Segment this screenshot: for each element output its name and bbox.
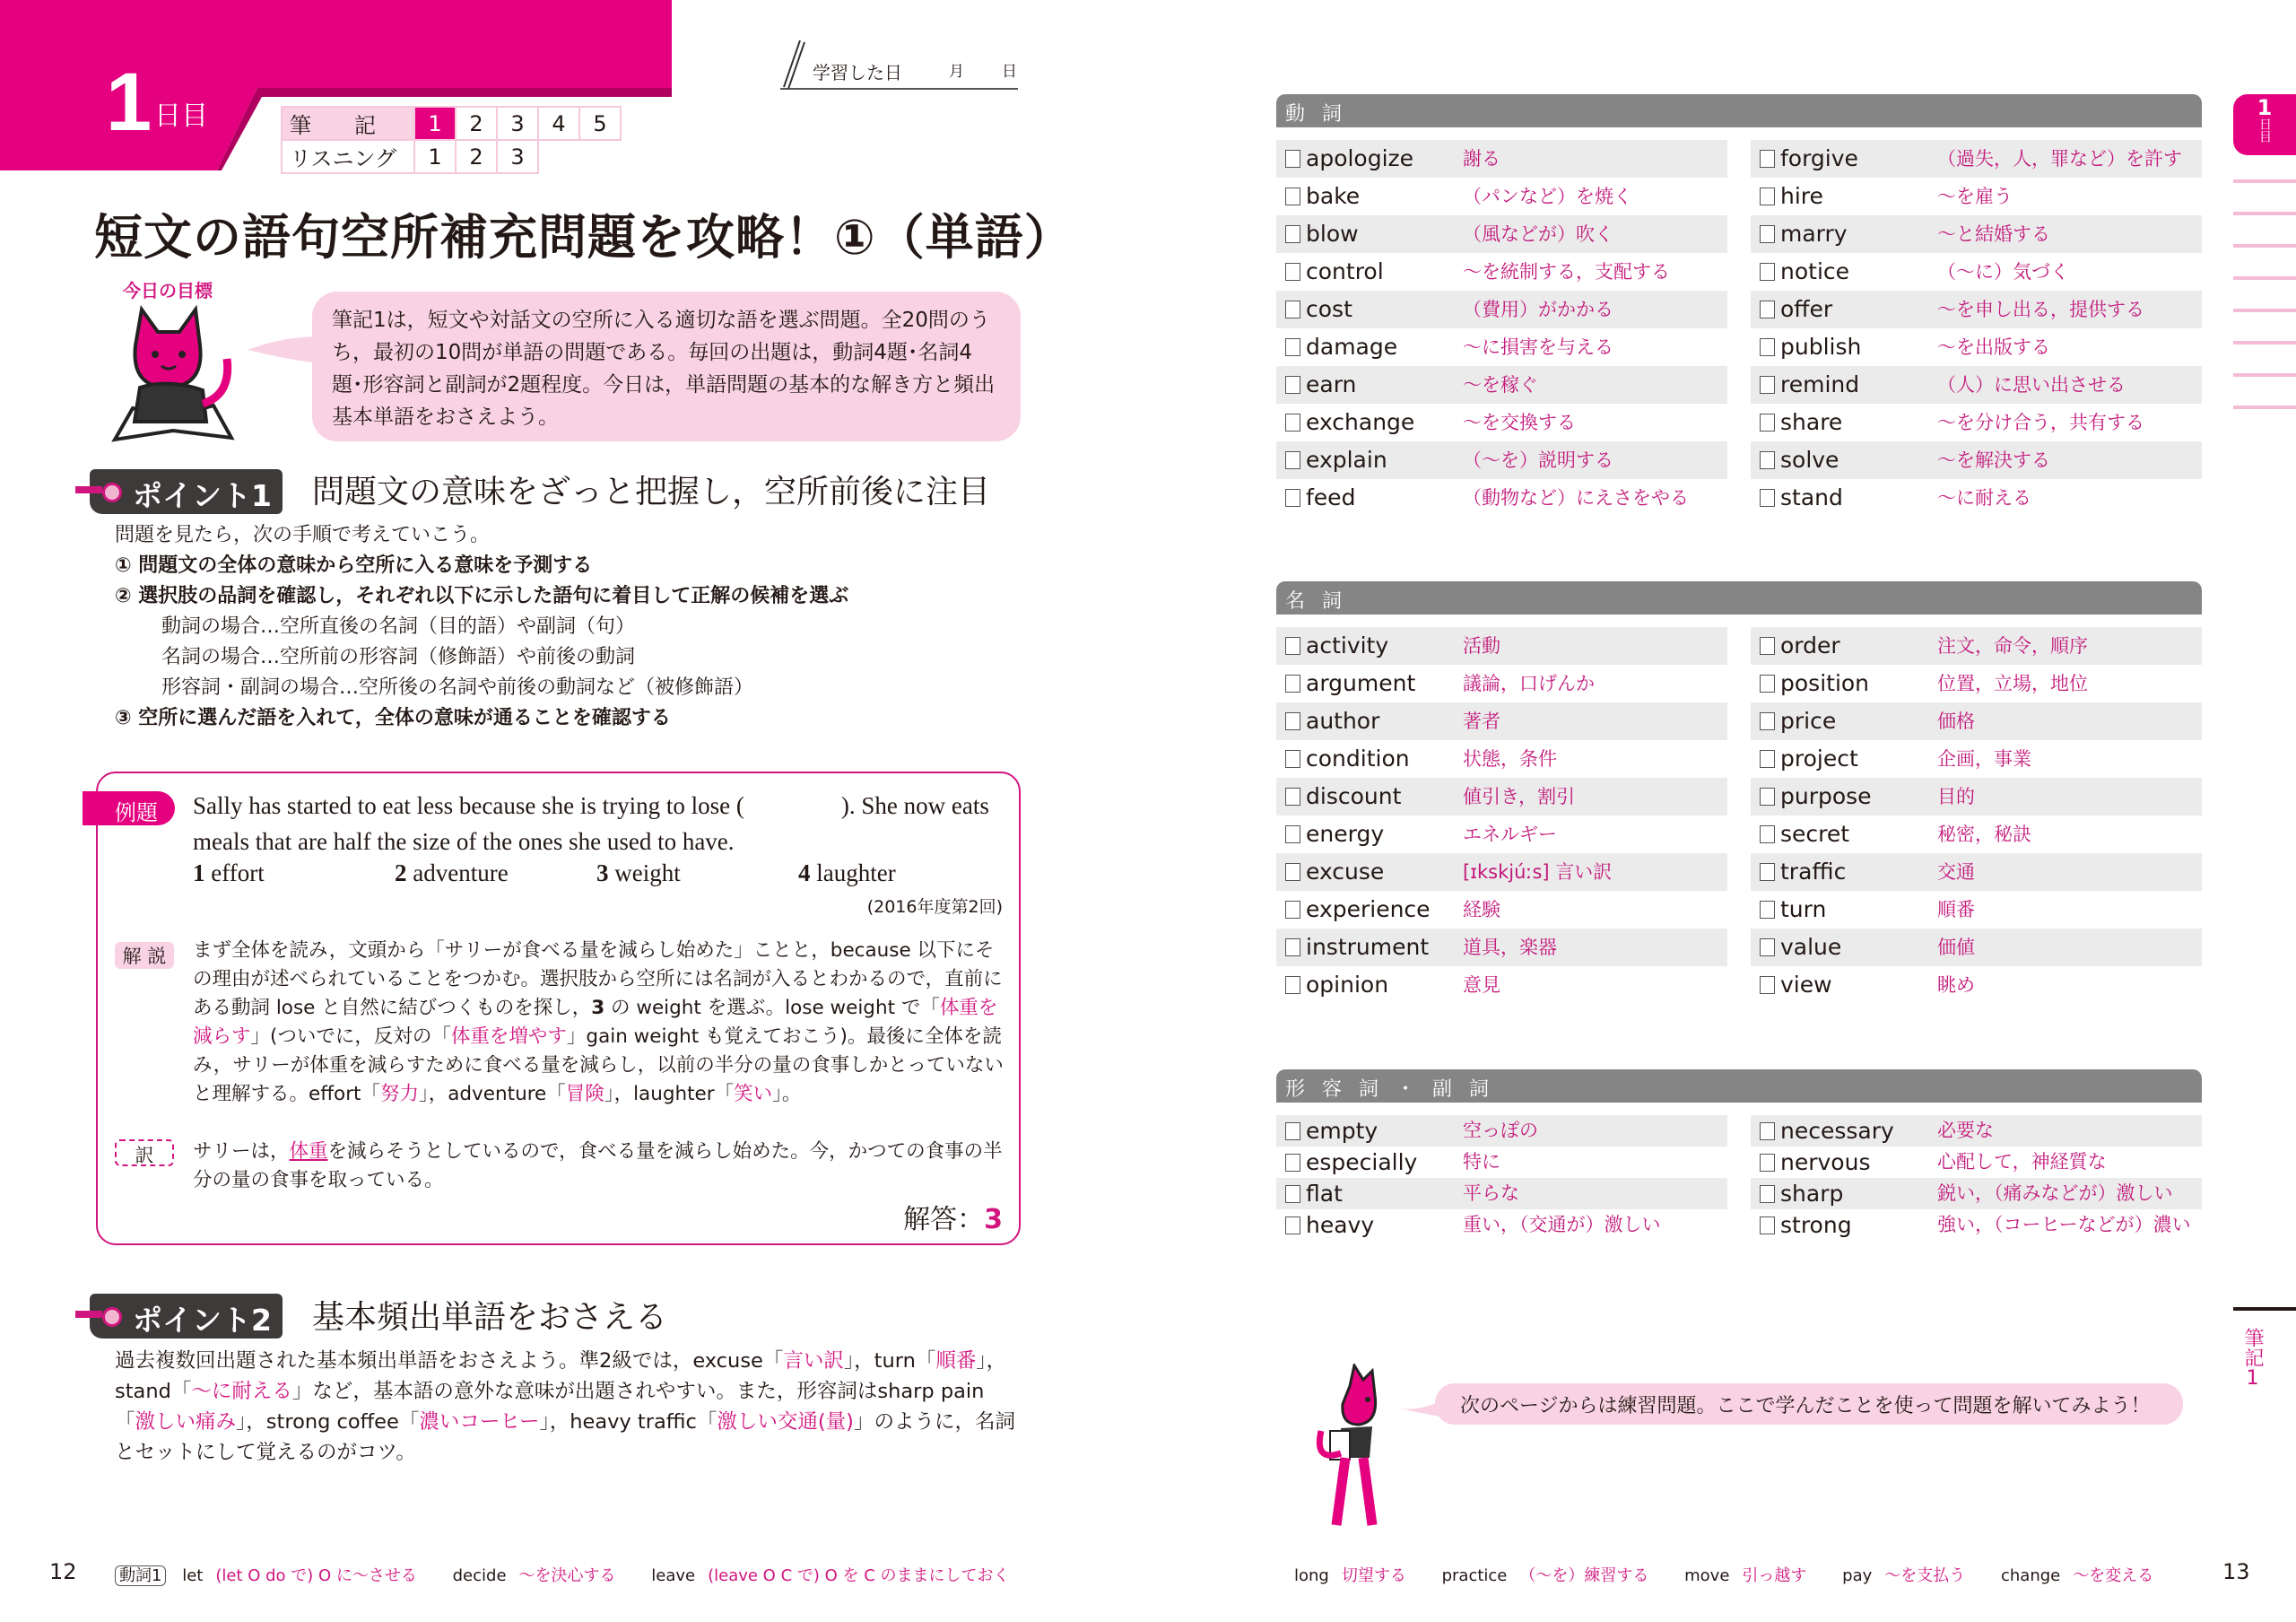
vocab-word: remind (1780, 371, 1860, 397)
highlighted-meaning: 体重を減らす (193, 997, 998, 1048)
vocab-row (1276, 966, 1727, 1004)
side-tab-divider (2233, 309, 2296, 312)
option: 1 effort (193, 859, 265, 886)
vocab-meaning: ～を出版する (1937, 336, 2050, 358)
vocab-meaning: 道具，楽器 (1463, 937, 1557, 958)
vocab-meaning: 目的 (1937, 786, 1975, 807)
text-segment: 」，laughter「 (604, 1083, 735, 1105)
checkbox[interactable] (1760, 976, 1775, 994)
text-segment: 」など，基本語の意外な意味が出題されやすい。また，形容詞はsharp pain「 (115, 1380, 985, 1434)
vocab-word: empty (1306, 1118, 1378, 1144)
vocab-meaning: 鋭い，（痛みなどが）激しい (1937, 1182, 2173, 1204)
closing-bubble: 次のページからは練習問題。ここで学んだことを使って問題を解いてみよう！ (1435, 1383, 2183, 1425)
checkbox[interactable] (1285, 1122, 1300, 1140)
point2-body (115, 1346, 1021, 1468)
vocab-word: argument (1306, 670, 1416, 696)
vocab-meaning: 企画，事業 (1937, 748, 2031, 770)
vocab-row (1276, 215, 1727, 253)
checkbox[interactable] (1760, 788, 1775, 806)
vocab-word: position (1780, 670, 1870, 696)
progress-row-listening (282, 140, 621, 173)
text-segment: 」，stand「 (115, 1349, 1007, 1403)
vocab-word: flat (1306, 1181, 1343, 1207)
vocab-word: exchange (1306, 409, 1415, 435)
vocab-meaning: 秘密，秘訣 (1937, 824, 2031, 845)
vocab-word: damage (1306, 334, 1398, 360)
side-section-label: 筆記1 (2241, 1328, 2264, 1390)
studied-day: 日 (1002, 63, 1017, 81)
checkbox[interactable] (1760, 263, 1775, 281)
vocab-meaning: ～を申し出る，提供する (1937, 299, 2144, 320)
vocab-word: discount (1306, 783, 1402, 809)
vocab-word: cost (1306, 296, 1352, 322)
vocab-row (1751, 404, 2202, 441)
vocab-word: hire (1780, 183, 1823, 209)
vocab-word: share (1780, 409, 1843, 435)
example-options (193, 859, 1000, 887)
checkbox[interactable] (1285, 263, 1300, 281)
point1-body (115, 520, 1021, 734)
cat-reading-illustration (106, 305, 249, 449)
vocab-row (1276, 929, 1727, 966)
checkbox[interactable] (1760, 1154, 1775, 1172)
vocab-row (1276, 178, 1727, 215)
vocab-meaning: 状態，条件 (1463, 748, 1557, 770)
vocab-word: especially (1306, 1149, 1418, 1175)
vocab-word: bake (1306, 183, 1361, 209)
text-segment: 」のように，名詞とセットにして覚えるのがコツ。 (115, 1410, 1015, 1464)
vocab-row (1276, 328, 1727, 366)
vocab-meaning: 価値 (1937, 937, 1975, 958)
answer-value: 3 (984, 1204, 1003, 1235)
side-tab-divider (2233, 406, 2296, 409)
checkbox[interactable] (1285, 788, 1300, 806)
vocab-row (1751, 253, 2202, 291)
vocab-row (1751, 778, 2202, 815)
checkbox[interactable] (1285, 750, 1300, 768)
checkbox[interactable] (1285, 301, 1300, 318)
vocab-meaning: ～を交換する (1463, 412, 1576, 433)
checkbox[interactable] (1285, 675, 1300, 693)
side-tab-divider (2233, 341, 2296, 344)
vocab-meaning: ～を雇う (1937, 186, 2013, 207)
checkbox[interactable] (1760, 489, 1775, 507)
text-segment: サリーは， (193, 1140, 290, 1163)
vocab-row (1751, 891, 2202, 929)
example-tag: 例題 (83, 791, 175, 825)
checkbox[interactable] (1285, 376, 1300, 394)
progress-item: 3 (497, 140, 538, 173)
footer-badge: 動詞1 (115, 1565, 166, 1586)
studied-date (780, 49, 1018, 90)
vocab-meaning: 経験 (1463, 899, 1500, 920)
checkbox[interactable] (1760, 938, 1775, 956)
checkbox[interactable] (1285, 338, 1300, 356)
side-tab-divider (2233, 373, 2296, 377)
vocab-word: experience (1306, 896, 1431, 922)
text-segment: 」，heavy traffic「 (539, 1410, 718, 1434)
vocab-row (1276, 853, 1727, 891)
highlighted-meaning: 努力 (379, 1083, 419, 1105)
checkbox[interactable] (1285, 150, 1300, 168)
vocab-meaning: （過失，人，罪など）を許す (1937, 148, 2182, 170)
text-segment: 3 (591, 997, 605, 1019)
text-segment: 」，strong coffee「 (236, 1410, 420, 1434)
vocab-row (1276, 479, 1727, 517)
vocab-word: opinion (1306, 972, 1389, 998)
point1-step: ① 問題文の全体の意味から空所に入る意味を予測する (115, 554, 593, 577)
vocab-word: secret (1780, 821, 1850, 847)
side-tab-day: 1 日目 (2233, 94, 2296, 155)
vocab-word: earn (1306, 371, 1357, 397)
vocab-meaning: 意見 (1463, 974, 1500, 996)
explanation-badge: 解 説 (115, 942, 174, 969)
text-segment: 体重 (289, 1140, 328, 1163)
vocab-meaning: 必要な (1937, 1120, 1994, 1141)
vocab-row (1751, 665, 2202, 702)
vocab-row (1751, 215, 2202, 253)
vocab-word: forgive (1780, 145, 1858, 171)
day-label: 日目 (154, 100, 208, 132)
vocab-word: nervous (1780, 1149, 1871, 1175)
vocab-meaning: 平らな (1463, 1182, 1519, 1204)
vocab-meaning: ～を稼ぐ (1463, 374, 1538, 396)
vocab-row (1751, 1209, 2202, 1241)
cat-walking-illustration (1314, 1364, 1395, 1539)
checkbox[interactable] (1760, 825, 1775, 843)
point1-step: ② 選択肢の品詞を確認し，それぞれ以下に示した語句に着目して正解の候補を選ぶ (115, 585, 849, 607)
vocab-word: offer (1780, 296, 1833, 322)
vocab-word: order (1780, 632, 1840, 658)
bubble-tail (248, 332, 319, 368)
footer-left: 動詞1 let (let O do で) O に～させる decide ～を決心する leave (leave O C で) O を C のままにしておく (115, 1563, 1010, 1586)
vocab-word: turn (1780, 896, 1827, 922)
point1-subline: 名詞の場合…空所前の形容詞（修飾語）や前後の動詞 (161, 646, 636, 668)
checkbox[interactable] (1285, 414, 1300, 432)
vocab-word: control (1306, 258, 1384, 284)
checkbox[interactable] (1285, 901, 1300, 919)
option: 4 laughter (798, 859, 896, 886)
progress-item: 2 (456, 107, 497, 140)
vocab-row (1751, 366, 2202, 404)
side-tab-divider (2233, 244, 2296, 248)
vocab-word: activity (1306, 632, 1389, 658)
vocab-row (1751, 740, 2202, 778)
progress-item-current: 1 (414, 107, 456, 140)
checkbox[interactable] (1760, 675, 1775, 693)
example-source: (2016年度第2回) (866, 897, 1003, 917)
vocab-word: traffic (1780, 859, 1847, 885)
highlighted-meaning: ～に耐える (191, 1380, 292, 1403)
footer-right: long 切望する practice （～を）練習する move 引っ越す pay ～を支払う change ～を変える (1294, 1566, 2154, 1585)
vocab-word: apologize (1306, 145, 1414, 171)
vocab-meaning: ～に損害を与える (1463, 336, 1613, 358)
checkbox[interactable] (1760, 750, 1775, 768)
pencil-icon (780, 39, 805, 91)
vocab-row (1276, 140, 1727, 178)
vocab-meaning: （～を）説明する (1463, 449, 1613, 471)
checkbox[interactable] (1760, 451, 1775, 469)
studied-label: 学習した日 (813, 62, 902, 83)
vocab-meaning: ～を統制する，支配する (1463, 261, 1670, 283)
vocab-row (1276, 404, 1727, 441)
text-segment: 過去複数回出題された基本頻出単語をおさえよう。準2級では，excuse「 (115, 1349, 784, 1373)
vocab-meaning: 位置，立場，地位 (1937, 673, 2088, 694)
vocab-row (1276, 441, 1727, 479)
example-sentence: Sally has started to eat less because she is trying to lose ( ). She now eats meals that are half the size of the ones she used to have. (193, 792, 989, 855)
vocab-meaning: 眺め (1937, 974, 1975, 996)
vocab-word: heavy (1306, 1212, 1375, 1238)
section-header: 動 詞 (1276, 94, 2202, 127)
vocab-row (1751, 853, 2202, 891)
text-segment: 」。 (772, 1083, 802, 1105)
vocab-meaning: 議論，口げんか (1463, 673, 1595, 694)
text-segment: 」，adventure「 (418, 1083, 566, 1105)
vocab-word: notice (1780, 258, 1850, 284)
vocab-meaning: 活動 (1463, 635, 1500, 657)
vocab-row (1751, 1147, 2202, 1178)
vocab-row (1276, 1147, 1727, 1178)
highlighted-meaning: 激しい交通(量) (717, 1410, 854, 1434)
vocab-meaning: ～を分け合う，共有する (1937, 412, 2144, 433)
checkbox[interactable] (1285, 637, 1300, 655)
checkbox[interactable] (1760, 637, 1775, 655)
explanation-text (193, 937, 1004, 1109)
vocab-word: explain (1306, 447, 1387, 473)
vocab-word: view (1780, 972, 1832, 998)
checkbox[interactable] (1760, 376, 1775, 394)
vocab-word: strong (1780, 1212, 1852, 1238)
vocab-word: feed (1306, 484, 1356, 510)
point2-heading: 基本頻出単語をおさえる (312, 1299, 668, 1336)
checkbox[interactable] (1285, 712, 1300, 730)
point2-tag: ポイント2 (90, 1294, 283, 1339)
highlighted-meaning: 濃いコーヒー (419, 1410, 540, 1434)
highlighted-meaning: 体重を増やす (450, 1025, 567, 1048)
vocab-row (1276, 1209, 1727, 1241)
vocab-meaning: 注文，命令，順序 (1937, 635, 2088, 657)
vocab-row (1751, 441, 2202, 479)
text-segment: 」gain weight も覚えておこう)。最後に全体を読み，サリーが体重を減らすために食べる量を減らし，以前の半分の量の食事しかとっていないと理解する。effort「 (193, 1025, 1004, 1105)
progress-label: リスニング (282, 140, 414, 173)
goal-bubble: 筆記1は，短文や対話文の空所に入る適切な語を選ぶ問題。全20問のうち，最初の10問が単語の問題である。毎回の出題は，動詞4題･名詞4題･形容詞と副詞が2題程度。今日は，単語問題の基本的な解き方と頻出基本単語をおさえよう。 (312, 292, 1021, 441)
progress-table (281, 106, 622, 174)
vocab-row (1276, 778, 1727, 815)
vocab-meaning: 重い，（交通が）激しい (1463, 1214, 1661, 1235)
vocab-row (1276, 665, 1727, 702)
vocab-row (1276, 1115, 1727, 1147)
section-header: 形 容 詞 ・ 副 詞 (1276, 1069, 2202, 1103)
vocab-word: project (1780, 746, 1858, 772)
vocab-meaning: エネルギー (1463, 824, 1557, 845)
checkbox[interactable] (1760, 901, 1775, 919)
vocab-row (1751, 702, 2202, 740)
checkbox[interactable] (1285, 187, 1300, 205)
vocab-row (1751, 1178, 2202, 1209)
vocab-word: instrument (1306, 934, 1430, 960)
checkbox[interactable] (1285, 1216, 1300, 1234)
side-tab-divider (2233, 276, 2296, 280)
point1-line: 問題を見たら，次の手順で考えていこう。 (115, 524, 491, 546)
vocab-row (1276, 891, 1727, 929)
highlighted-meaning: 順番 (935, 1349, 977, 1373)
checkbox[interactable] (1285, 489, 1300, 507)
checkbox[interactable] (1760, 1216, 1775, 1234)
checkbox[interactable] (1760, 863, 1775, 881)
vocab-meaning: （風などが）吹く (1463, 223, 1613, 245)
progress-item: 2 (456, 140, 497, 173)
vocab-word: value (1780, 934, 1842, 960)
vocab-word: publish (1780, 334, 1862, 360)
vocab-row (1751, 966, 2202, 1004)
vocab-row (1276, 740, 1727, 778)
progress-item: 3 (497, 107, 538, 140)
vocab-row (1751, 479, 2202, 517)
checkbox[interactable] (1760, 1185, 1775, 1203)
side-tab-divider (2233, 179, 2296, 183)
vocab-meaning: [ɪkskjúːs] 言い訳 (1463, 861, 1613, 883)
vocab-row (1751, 328, 2202, 366)
checkbox[interactable] (1760, 150, 1775, 168)
vocab-meaning: 強い，（コーヒーなどが）濃い (1937, 1214, 2191, 1235)
highlighted-meaning: 冒険 (565, 1083, 604, 1105)
checkbox[interactable] (1285, 1185, 1300, 1203)
vocab-meaning: ～を解決する (1937, 449, 2050, 471)
vocab-meaning: 交通 (1937, 861, 1975, 883)
vocab-word: purpose (1780, 783, 1872, 809)
vocab-row (1751, 140, 2202, 178)
vocab-word: marry (1780, 221, 1848, 247)
vocab-row (1751, 291, 2202, 328)
vocab-row (1751, 929, 2202, 966)
vocab-word: author (1306, 708, 1380, 734)
vocab-row (1276, 366, 1727, 404)
vocab-word: price (1780, 708, 1837, 734)
translation-text (193, 1138, 1004, 1195)
progress-item: 5 (579, 107, 621, 140)
vocab-row (1751, 815, 2202, 853)
checkbox[interactable] (1285, 451, 1300, 469)
text-segment: 」，turn「 (843, 1349, 936, 1373)
checkbox[interactable] (1760, 338, 1775, 356)
translation-badge: 訳 (115, 1139, 174, 1166)
vocab-row (1276, 702, 1727, 740)
text-segment: の weight を選ぶ。lose weight で「 (604, 997, 940, 1019)
answer: 解答：3 (903, 1204, 1003, 1235)
vocab-word: sharp (1780, 1181, 1844, 1207)
page-number-right: 13 (2222, 1559, 2250, 1584)
point1-tag: ポイント1 (90, 469, 283, 514)
highlighted-meaning: 言い訳 (783, 1349, 844, 1373)
page-number-left: 12 (49, 1559, 77, 1584)
vocab-row (1751, 627, 2202, 665)
studied-month: 月 (949, 63, 964, 81)
progress-row-writing (282, 107, 621, 140)
checkbox[interactable] (1285, 938, 1300, 956)
vocab-row (1276, 627, 1727, 665)
highlighted-meaning: 笑い (734, 1083, 773, 1105)
checkbox[interactable] (1285, 863, 1300, 881)
vocab-row (1276, 1178, 1727, 1209)
point1-step: ③ 空所に選んだ語を入れて，全体の意味が通ることを確認する (115, 707, 671, 729)
progress-label: 筆 記 (282, 107, 414, 140)
vocab-meaning: 価格 (1937, 711, 1975, 732)
side-tab-divider (2233, 212, 2296, 215)
checkbox[interactable] (1285, 1154, 1300, 1172)
vocab-meaning: （人）に思い出させる (1937, 374, 2126, 396)
vocab-row (1751, 178, 2202, 215)
goal-label: 今日の目標 (123, 280, 213, 301)
checkbox[interactable] (1285, 976, 1300, 994)
vocab-meaning: （～に）気づく (1937, 261, 2069, 283)
vocab-meaning: 謝る (1463, 148, 1500, 170)
vocab-row (1276, 253, 1727, 291)
vocab-meaning: 値引き，割引 (1463, 786, 1576, 807)
checkbox[interactable] (1760, 712, 1775, 730)
vocab-word: condition (1306, 746, 1410, 772)
vocab-meaning: ～と結婚する (1937, 223, 2050, 245)
vocab-row (1276, 291, 1727, 328)
section-header: 名 詞 (1276, 581, 2202, 615)
vocab-meaning: （動物など）にえさをやる (1463, 487, 1689, 509)
checkbox[interactable] (1760, 301, 1775, 318)
vocab-meaning: 特に (1463, 1151, 1500, 1173)
progress-item: 4 (538, 107, 579, 140)
vocab-meaning: 空っぽの (1463, 1120, 1538, 1141)
vocab-meaning: （費用）がかかる (1463, 299, 1613, 320)
vocab-word: solve (1780, 447, 1839, 473)
option: 3 weight (596, 859, 681, 886)
vocab-word: energy (1306, 821, 1385, 847)
vocab-meaning: 著者 (1463, 711, 1500, 732)
page-title: 短文の語句空所補充問題を攻略！①（単語） (94, 209, 1074, 266)
vocab-word: stand (1780, 484, 1843, 510)
checkbox[interactable] (1285, 825, 1300, 843)
checkbox[interactable] (1760, 414, 1775, 432)
checkbox[interactable] (1285, 225, 1300, 243)
point1-heading: 問題文の意味をざっと把握し，空所前後に注目 (312, 474, 991, 510)
vocab-word: necessary (1780, 1118, 1894, 1144)
progress-item: 1 (414, 140, 456, 173)
checkbox[interactable] (1760, 1122, 1775, 1140)
vocab-word: blow (1306, 221, 1359, 247)
vocab-meaning: 心配して，神経質な (1937, 1151, 2107, 1173)
side-divider (2233, 1307, 2296, 1311)
point1-subline: 形容詞・副詞の場合…空所後の名詞や前後の動詞など（被修飾語） (161, 676, 754, 699)
vocab-meaning: 順番 (1937, 899, 1975, 920)
option: 2 adventure (395, 859, 509, 886)
checkbox[interactable] (1760, 225, 1775, 243)
highlighted-meaning: 激しい痛み (135, 1410, 237, 1434)
vocab-word: excuse (1306, 859, 1385, 885)
day-number: 1 (106, 57, 152, 148)
text-segment: まず全体を読み，文頭から「サリーが食べる量を減らし始めた」ことと，because 以下にその理由が述べられていることをつかむ。選択肢から空所には名詞が入るとわかるので，直前にある動詞 lose と自然に結びつくものを探し， (193, 939, 1003, 1019)
vocab-meaning: （パンなど）を焼く (1463, 186, 1632, 207)
text-segment: 」(ついでに，反対の「 (250, 1025, 451, 1048)
vocab-row (1276, 815, 1727, 853)
point1-subline: 動詞の場合…空所直後の名詞（目的語）や副詞（句） (161, 615, 636, 638)
vocab-row (1751, 1115, 2202, 1147)
text-segment: を減らそうとしているので，食べる量を減らし始めた。今，かつての食事の半分の量の食事を取っている。 (193, 1140, 1003, 1191)
checkbox[interactable] (1760, 187, 1775, 205)
vocab-meaning: ～に耐える (1937, 487, 2031, 509)
